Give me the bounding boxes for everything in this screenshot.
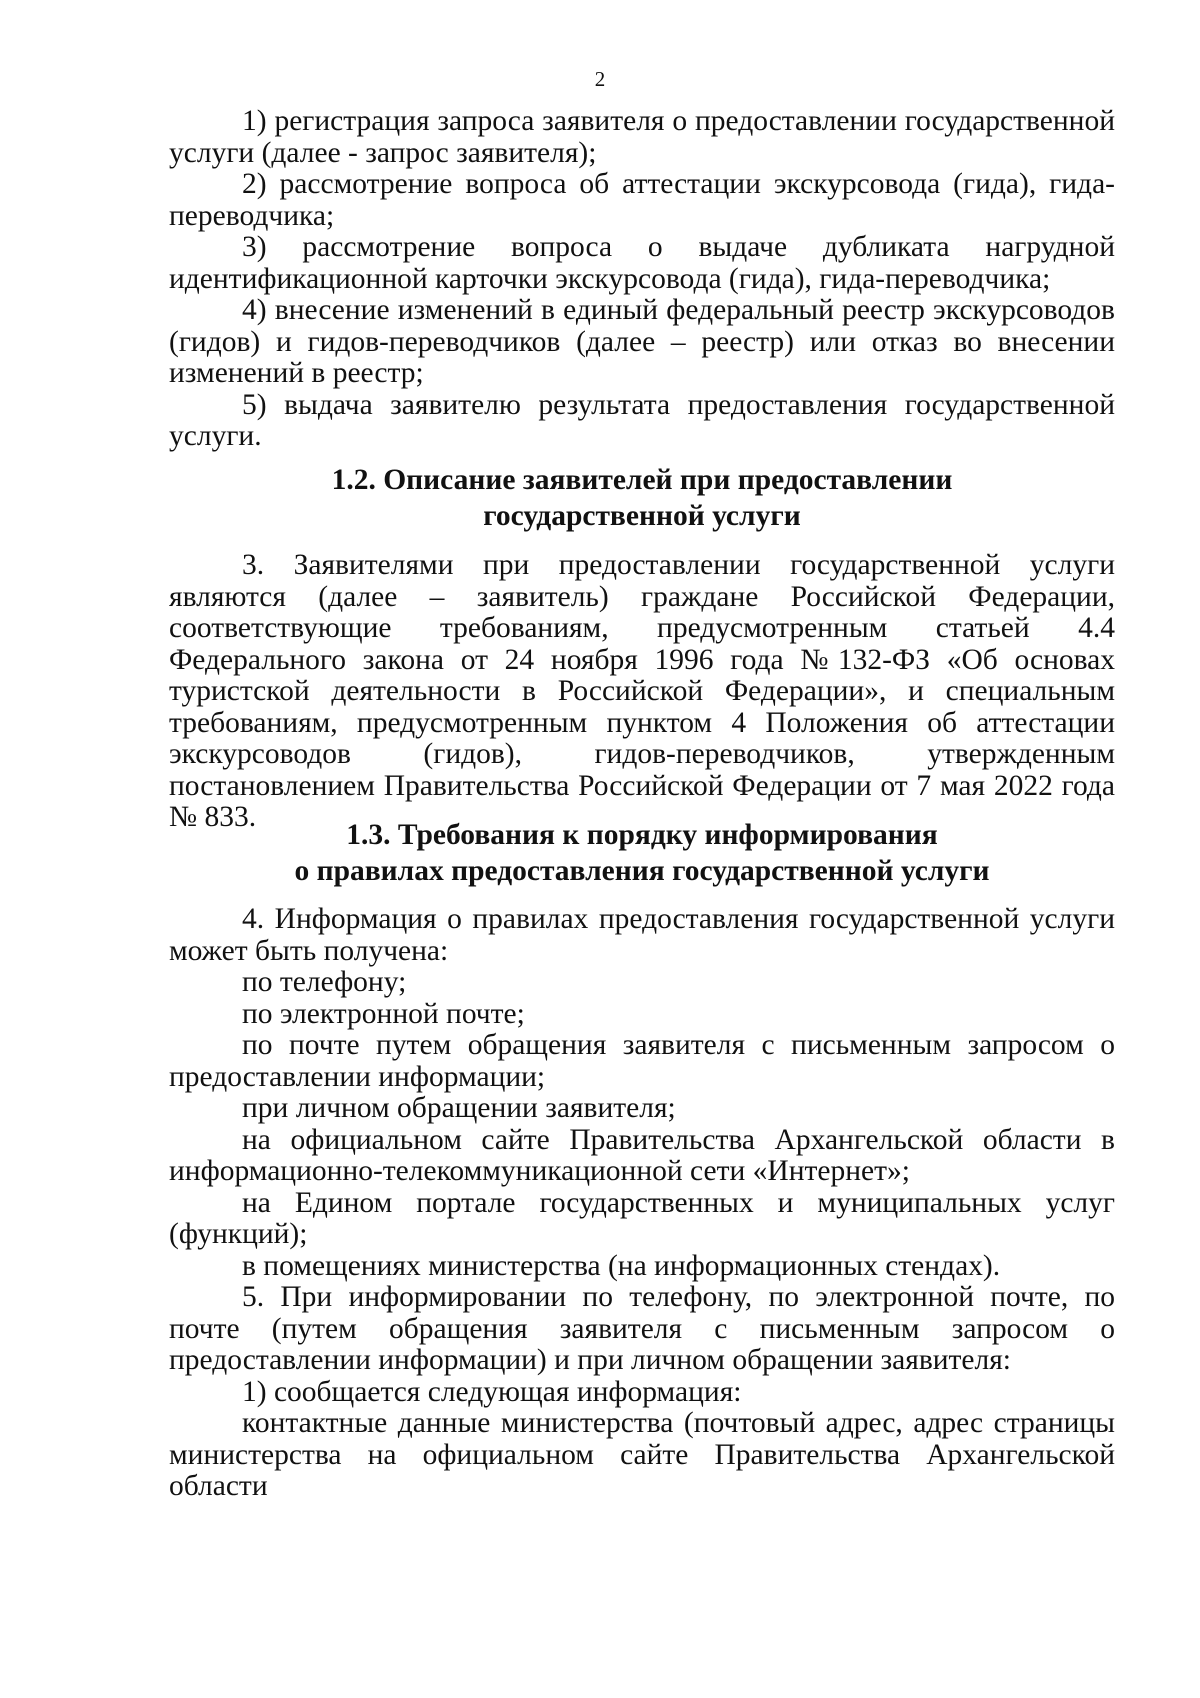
list-item: 1) регистрация запроса заявителя о предоставлении государственной услуги (далее - запрос заявителя); [169,105,1115,169]
list-item: 2) рассмотрение вопроса об аттестации экскурсовода (гида), гида-переводчика; [169,168,1115,232]
list-item: в помещениях министерства (на информационных стендах). [242,1249,1001,1282]
list-item: по почте путем обращения заявителя с письменным запросом о предоставлении информации; [169,1029,1115,1093]
paragraph: 3. Заявителями при предоставлении государственной услуги являются (далее – заявитель) граждане Российской Федерации, соответствующие требованиям, предусмотренным статьей 4.4 Федерального закона от 24 ноября 1996 года №132-ФЗ «Об основах туристской деятельности в Российской Федерации», и специальным требованиям, предусмотренным пунктом 4 Положения об аттестации экскурсоводов (гидов), гидов-переводчиков, утвержденным постановлением Правительства Российской Федерации от 7 мая 2022 года № 833. [169,549,1115,833]
section-1-2-heading [169,462,1115,534]
list-item: на официальном сайте Правительства Архангельской области в информационно-телекоммуникационной сети «Интернет»; [169,1123,1115,1187]
list-item: 1) сообщается следующая информация: [242,1375,742,1408]
list-item: по электронной почте; [242,997,525,1030]
paragraph: 5. При информировании по телефону, по электронной почте, по почте (путем обращения заявителя с письменным запросом о предоставлении информации) и при личном обращении заявителя: [169,1281,1115,1376]
paragraph: 4. Информация о правилах предоставления государственной услуги может быть получена: [169,903,1115,967]
list-item: по телефону; [242,966,407,998]
paragraph: контактные данные министерства (почтовый адрес, адрес страницы министерства на официальном сайте Правительства Архангельской области [169,1407,1115,1502]
procedures-list [169,106,1115,453]
list-item: на Едином портале государственных и муниципальных услуг (функций); [169,1186,1115,1250]
page-number: 2 [594,67,606,91]
list-item: при личном обращении заявителя; [242,1092,676,1124]
section-1-3-heading [169,817,1115,889]
section-heading-line: 1.3. Требования к порядку информирования [346,819,938,851]
section-1-2-body [169,550,1115,834]
section-1-3-body [169,904,1115,1503]
list-item: 5) выдача заявителю результата предоставления государственной услуги. [169,388,1115,452]
list-item: 4) внесение изменений в единый федеральный реестр экскурсоводов (гидов) и гидов-переводчиков (далее – реестр) или отказ во внесении изменений в реестр; [169,294,1115,389]
section-heading-line: о правилах предоставления государственной услуги [294,855,990,887]
list-item: 3) рассмотрение вопроса о выдаче дубликата нагрудной идентификационной карточки экскурсовода (гида), гида-переводчика; [169,231,1115,295]
section-heading-line: 1.2. Описание заявителей при предоставлении [331,464,953,496]
section-heading-line: государственной услуги [483,500,801,532]
